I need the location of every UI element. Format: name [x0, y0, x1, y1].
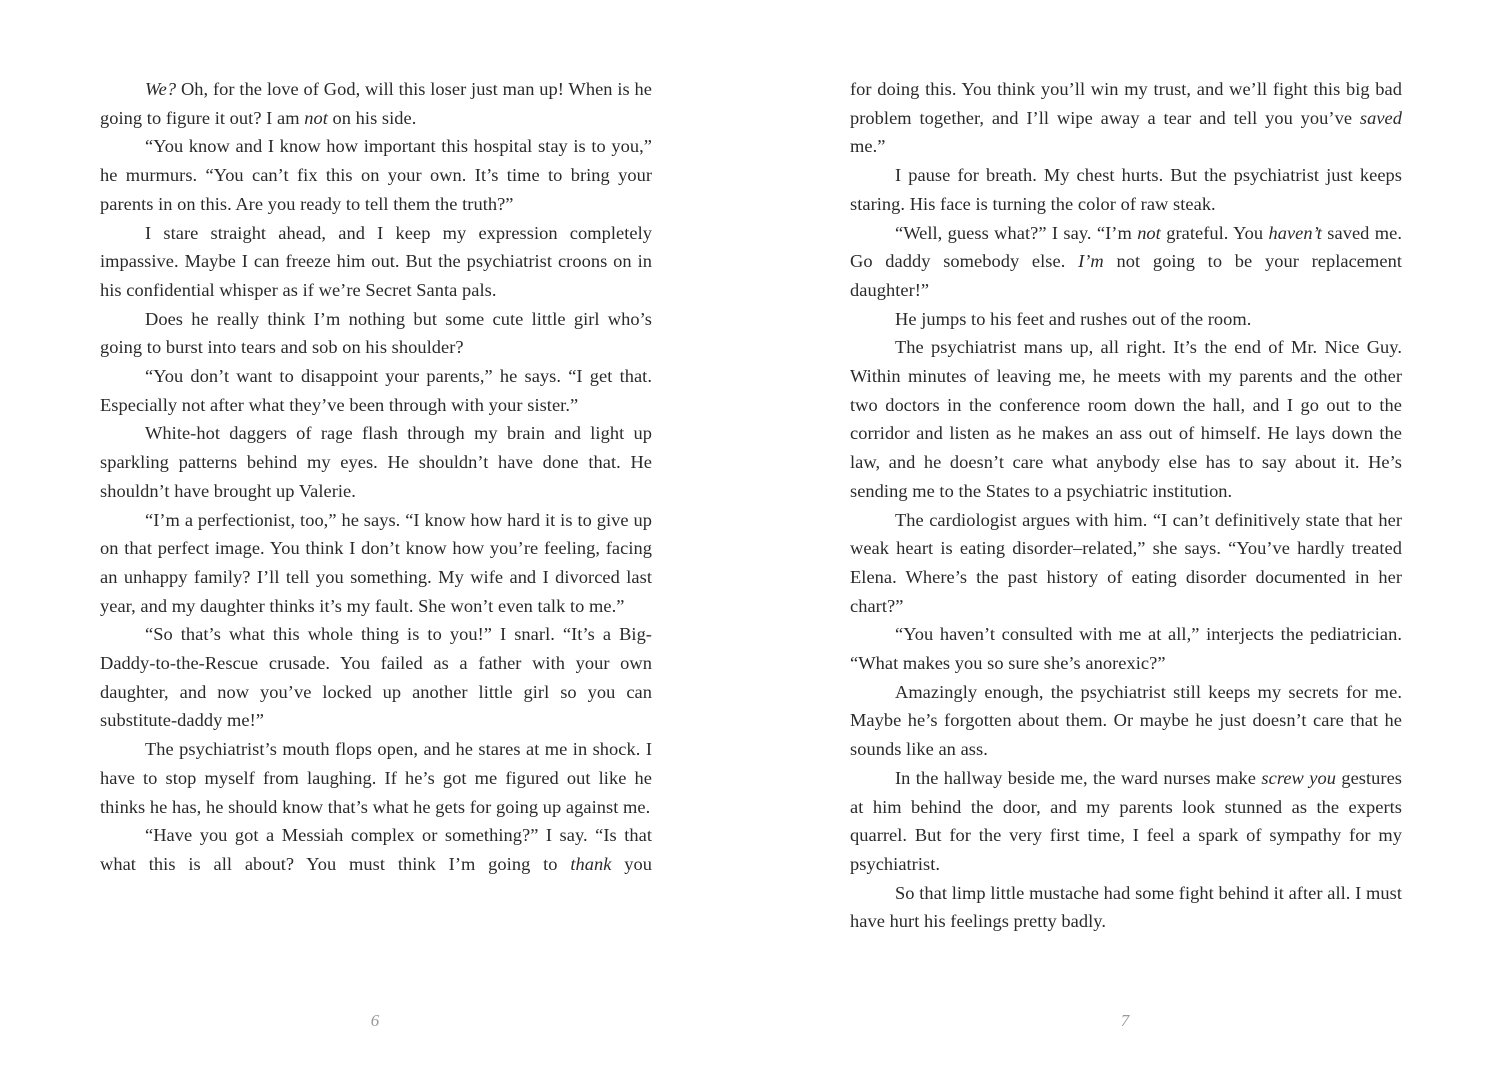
italic-text: We? [145, 79, 177, 99]
text-run: Oh, for the love of God, will this loser just man up! When is he going to figure it out? I am [100, 79, 652, 128]
paragraph [850, 75, 1402, 161]
text-run: “You don’t want to disappoint your parents,” he says. “I get that. Especially not after what they’ve been through with your sister.” [100, 366, 652, 415]
text-run: The psychiatrist’s mouth flops open, and he stares at me in shock. I have to stop myself from laughing. If he’s got me figured out like he thinks he has, he should know that’s what he gets for going up against me. [100, 739, 652, 817]
text-run: Does he really think I’m nothing but some cute little girl who’s going to burst into tears and sob on his shoulder? [100, 308, 652, 358]
paragraph [850, 764, 1402, 879]
right-page-text [850, 75, 1402, 936]
paragraph [850, 219, 1402, 305]
left-page [100, 75, 652, 1065]
italic-text: haven’t [1268, 222, 1322, 243]
text-run: The psychiatrist mans up, all right. It’s the end of Mr. Nice Guy. Within minutes of leaving me, he meets with my parents and the other two doctors in the conference room down the hall, and I go out to the corridor and listen as he makes an ass out of himself. He lays down the law, and he doesn’t care what anybody else has to say about it. He’s sending me to the States to a psychiatric institution. [850, 337, 1402, 501]
text-run: Amazingly enough, the psychiatrist still keeps my secrets for me. Maybe he’s forgotten about them. Or maybe he just doesn’t care that he sounds like an ass. [850, 681, 1402, 760]
italic-text: not [304, 107, 328, 128]
text-run: not going to be your replacement daughter!” [850, 251, 1402, 300]
text-run: you [611, 853, 652, 874]
text-run: saved me. Go daddy somebody else. [850, 222, 1402, 272]
text-run: He jumps to his feet and rushes out of the room. [895, 308, 1252, 329]
text-run: The cardiologist argues with him. “I can’t definitively state that her weak heart is eating disorder–related,” she says. “You’ve hardly treated Elena. Where’s the past history of eating disorder documented in her chart?” [850, 509, 1402, 616]
right-page-number: 7 [1120, 1011, 1130, 1030]
italic-text: screw you [1261, 767, 1336, 788]
paragraph [850, 333, 1402, 505]
paragraph [850, 305, 1402, 334]
paragraph [850, 506, 1402, 621]
text-run: me.” [850, 136, 886, 157]
paragraph [100, 419, 652, 505]
paragraph [850, 620, 1402, 677]
left-page-text [100, 75, 652, 879]
text-run: “Have you got a Messiah complex or something?” I say. “Is that what this is all about? You must think I’m going to [100, 825, 652, 874]
left-page-number: 6 [370, 1011, 380, 1030]
text-run: “So that’s what this whole thing is to you!” I snarl. “It’s a Big-Daddy-to-the-Rescue crusade. You failed as a father with your own daughter, and now you’ve locked up another little girl so you can substitute-daddy me!” [100, 624, 652, 731]
paragraph [850, 161, 1402, 218]
text-run: gestures at him behind the door, and my parents look stunned as the experts quarrel. But for the very first time, I feel a spark of sympathy for my psychiatrist. [850, 767, 1403, 874]
paragraph [850, 879, 1402, 936]
italic-text: saved [1359, 107, 1402, 128]
text-run: “You know and I know how important this hospital stay is to you,” he murmurs. “You can’t fix this on your own. It’s time to bring your parents in on this. Are you ready to tell them the truth?” [100, 136, 652, 214]
paragraph [100, 821, 652, 878]
paragraph [850, 678, 1402, 764]
right-page [850, 75, 1402, 1065]
text-run: I stare straight ahead, and I keep my expression completely impassive. Maybe I can freeze him out. But the psychiatrist croons on in his confidential whisper as if we’re Secret Santa pals. [100, 222, 652, 300]
text-run: “Well, guess what?” I say. “I’m [895, 222, 1138, 243]
paragraph [100, 735, 652, 821]
text-run: grateful. You [1160, 222, 1269, 243]
text-run: I pause for breath. My chest hurts. But the psychiatrist just keeps staring. His face is turning the color of raw steak. [850, 165, 1402, 214]
text-run: for doing this. You think you’ll win my trust, and we’ll fight this big bad problem together, and I’ll wipe away a tear and tell you you’ve [850, 79, 1402, 128]
text-run: on his side. [327, 107, 417, 128]
text-run: In the hallway beside me, the ward nurses make [895, 767, 1262, 788]
text-run: White-hot daggers of rage flash through my brain and light up sparkling patterns behind my eyes. He shouldn’t have done that. He shouldn’t have brought up Valerie. [100, 423, 652, 501]
paragraph [100, 506, 652, 621]
paragraph [100, 620, 652, 735]
text-run: “I’m a perfectionist, too,” he says. “I know how hard it is to give up on that perfect image. You think I don’t know how you’re feeling, facing an unhappy family? I’ll tell you something. My wife and I divorced last year, and my daughter thinks it’s my fault. She won’t even talk to me.” [100, 509, 652, 616]
text-run: So that limp little mustache had some fight behind it after all. I must have hurt his feelings pretty badly. [850, 882, 1402, 932]
paragraph [100, 132, 652, 218]
paragraph [100, 75, 652, 132]
italic-text: thank [570, 853, 612, 874]
paragraph [100, 362, 652, 419]
text-run: “You haven’t consulted with me at all,” interjects the pediatrician. “What makes you so sure she’s anorexic?” [850, 624, 1402, 674]
italic-text: not [1137, 222, 1161, 243]
paragraph [100, 219, 652, 305]
paragraph [100, 305, 652, 362]
italic-text: I’m [1078, 251, 1104, 272]
